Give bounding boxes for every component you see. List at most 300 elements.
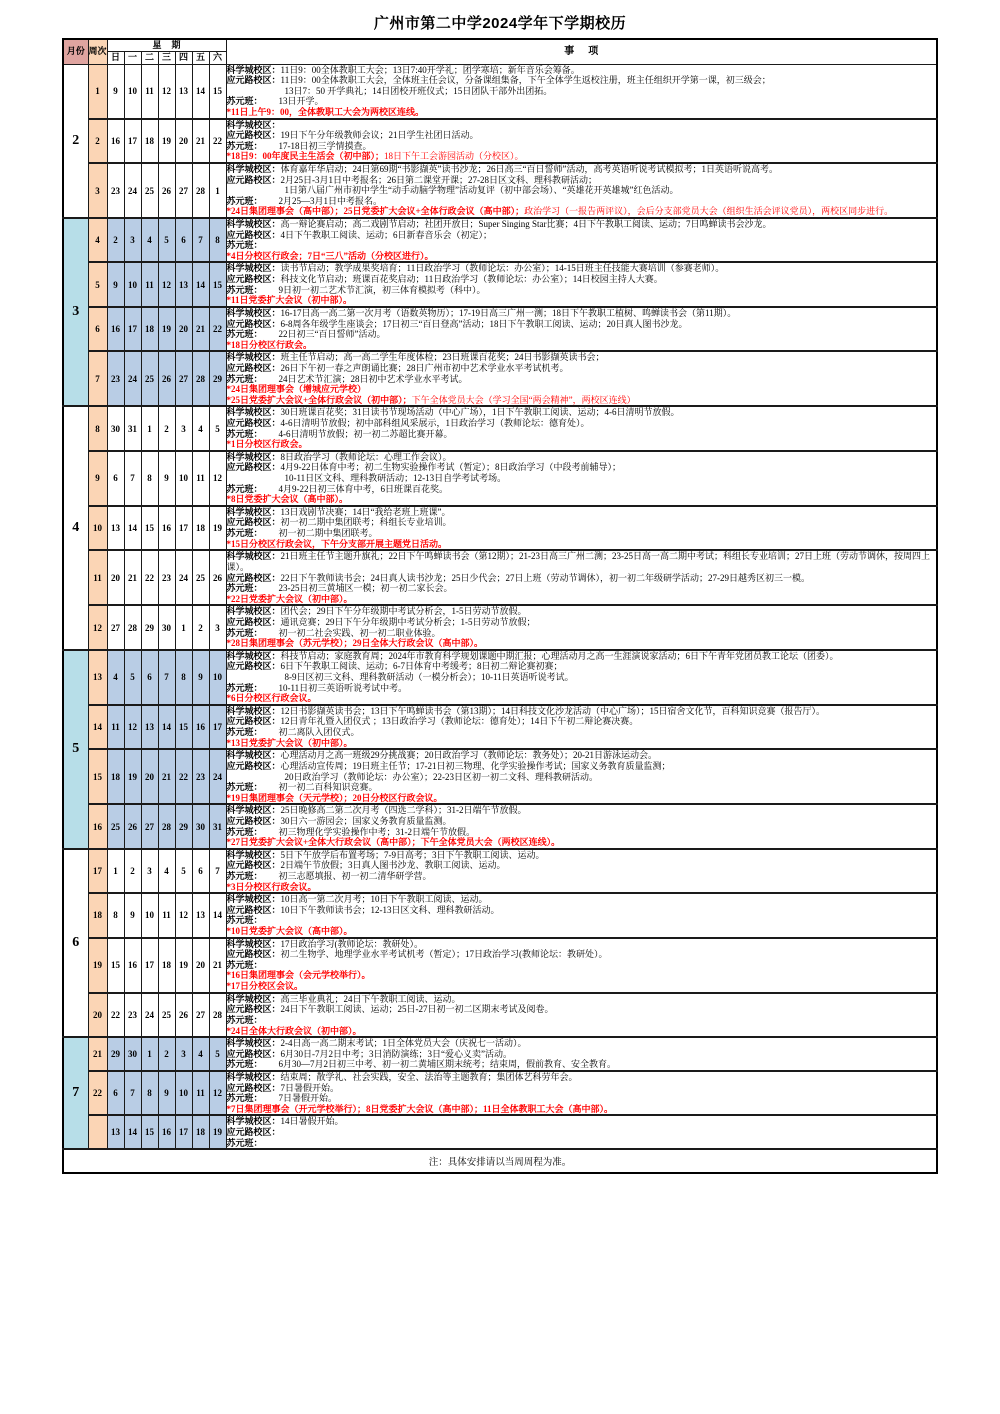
event-line-red <box>227 738 936 749</box>
date-cell: 1 <box>175 605 192 649</box>
week-row <box>63 605 937 649</box>
event-campus-label: 应元路校区： <box>226 949 281 960</box>
date-cell: 5 <box>124 650 141 705</box>
event-campus-label: 科学城校区： <box>226 451 281 462</box>
date-cell: 9 <box>158 1071 175 1115</box>
event-campus-label: 应元路校区： <box>226 418 281 428</box>
event-line <box>227 661 936 672</box>
week-number: 9 <box>88 451 107 506</box>
event-line <box>227 1004 936 1015</box>
date-cell: 17 <box>124 119 141 163</box>
date-cell: 11 <box>107 705 124 749</box>
date-cell: 28 <box>192 163 209 218</box>
weekday-header-5: 五 <box>192 52 209 64</box>
event-red-text: 政治学习（一报告两评议），会后分支部党员大会（组织生活会评议党员），两校区同步进行。 <box>524 206 894 217</box>
event-campus-label: 应元路校区： <box>226 274 281 285</box>
date-cell: 19 <box>209 506 226 550</box>
week-number: 21 <box>88 1037 107 1071</box>
event-text: 11日9：00全体教职工大会，全体班主任会议，分备课组集备，下午全体学生返校注册，班主任组织开学第一课，初三级会； <box>280 75 771 86</box>
event-text: 11日9：00全体教职工大会；13日7:40开学礼；团学寒培；新年音乐会筹备。 <box>280 64 580 75</box>
event-text: 24日下午教职工阅读、运动；25日-27日初一初二区期末考试及阅卷。 <box>280 1004 554 1015</box>
events-cell <box>226 650 937 705</box>
event-red-text: 下午全体党员大会（学习全国“两会精神”，两校区连线） <box>411 394 636 405</box>
event-campus-label: 苏元班： <box>226 240 263 251</box>
event-campus-label: 科学城校区： <box>226 650 281 661</box>
date-cell: 18 <box>192 1115 209 1149</box>
event-line-red <box>227 107 936 118</box>
date-cell: 7 <box>209 849 226 893</box>
week-row <box>63 163 937 218</box>
event-line <box>227 319 936 330</box>
event-red-bold: *3日分校区行政会议。 <box>226 881 317 892</box>
date-cell: 20 <box>192 938 209 993</box>
events-cell <box>226 993 937 1037</box>
event-line <box>227 517 936 528</box>
date-cell: 8 <box>107 893 124 937</box>
date-cell: 28 <box>192 351 209 406</box>
date-cell: 24 <box>124 351 141 406</box>
event-text: 13日开学。 <box>278 96 324 107</box>
event-line <box>227 164 936 175</box>
events-cell <box>226 1071 937 1115</box>
event-campus-label: 科学城校区： <box>226 849 281 860</box>
date-cell: 26 <box>124 804 141 848</box>
event-campus-label: 应元路校区： <box>226 229 281 240</box>
event-red-bold: *15日分校区行政会议，下午分支部开展主题党日活动。 <box>226 538 448 549</box>
event-line <box>227 850 936 861</box>
event-line <box>227 672 936 683</box>
events-cell <box>226 849 937 893</box>
week-number: 14 <box>88 705 107 749</box>
event-text: 心理活动宣传周；19日班主任节；17-21日初三物理、化学实验操作考试；国家义务教育质量监测； <box>280 760 671 771</box>
date-cell: 23 <box>124 993 141 1037</box>
events-cell <box>226 893 937 937</box>
date-cell: 12 <box>158 262 175 306</box>
week-row <box>63 262 937 306</box>
date-cell: 24 <box>209 749 226 804</box>
date-cell: 16 <box>107 307 124 351</box>
event-red-bold: *6日分校区行政会议。 <box>226 693 317 704</box>
event-red-bold: *11日上午9：00，全体教职工大会为两校区连线。 <box>226 106 425 117</box>
event-line <box>227 263 936 274</box>
event-line-red <box>227 439 936 450</box>
event-campus-label: 应元路校区： <box>226 517 281 528</box>
event-line <box>227 1093 936 1104</box>
event-line <box>227 750 936 761</box>
date-cell: 15 <box>107 938 124 993</box>
event-text: 21日班主任节主题升旗礼；22日下午鸣蝉读书会（第12期）；21-23日高三广州二测；23-25日高一高二期中考试；科组长专业培训；27日上班（劳动节调休，按周四上课）。 <box>226 551 931 572</box>
event-text: 22日初三“百日誓师”活动。 <box>278 329 386 340</box>
date-cell: 28 <box>209 993 226 1037</box>
month-cell: 3 <box>63 218 88 406</box>
event-red-bold: *27日党委扩大会议+全体大行政会议（高中部）；下午全体党员大会（两校区连线）。 <box>226 837 561 848</box>
event-text: 读书节启动；教学成果奖培育；11日政治学习（教师论坛：办公室）；14-15日班主任技能大赛培训（参赛老师）。 <box>280 263 725 274</box>
event-line <box>227 1127 936 1138</box>
event-campus-label: 应元路校区： <box>226 661 281 672</box>
events-cell <box>226 506 937 550</box>
event-text: 22日下午教师读书会；24日真人读书沙龙；25日少代会；27日上班（劳动节调休），初一初二年级研学活动；27-29日越秀区初三一模。 <box>280 572 811 583</box>
event-line <box>227 96 936 107</box>
month-cell: 5 <box>63 650 88 849</box>
event-text: 初三志愿填报、初一初二清华研学营。 <box>278 870 432 881</box>
event-line <box>227 329 936 340</box>
date-cell: 18 <box>141 119 158 163</box>
event-campus-label: 苏元班： <box>226 373 263 384</box>
date-cell: 22 <box>175 749 192 804</box>
event-campus-label: 苏元班： <box>226 1014 263 1025</box>
week-row <box>63 1071 937 1115</box>
date-cell: 27 <box>175 163 192 218</box>
event-line <box>227 230 936 241</box>
event-line <box>227 894 936 905</box>
event-line <box>227 805 936 816</box>
events-cell <box>226 406 937 450</box>
event-text: 19日下午分年级教师会议；21日学生社团日活动。 <box>280 130 479 141</box>
events-cell <box>226 749 937 804</box>
event-text: 2-4日高一高二期末考试；1日全体党员大会（庆祝七一活动）。 <box>280 1038 527 1049</box>
event-campus-label: 科学城校区： <box>226 938 281 949</box>
event-line <box>227 484 936 495</box>
event-line <box>227 628 936 639</box>
date-cell: 2 <box>107 218 124 262</box>
date-cell: 2 <box>158 1037 175 1071</box>
date-cell: 2 <box>124 849 141 893</box>
date-cell: 12 <box>175 893 192 937</box>
header-events-label: 事项 <box>226 39 937 64</box>
event-campus-label: 科学城校区： <box>226 263 281 274</box>
event-text: 2月25日-3月1日中考报名；26日第二课堂开课；27-28日区文科、理科教研活动； <box>280 174 598 185</box>
event-line <box>227 551 936 572</box>
event-campus-label: 应元路校区： <box>226 318 281 329</box>
date-cell: 17 <box>124 307 141 351</box>
date-cell: 10 <box>124 262 141 306</box>
event-line-red <box>227 295 936 306</box>
header-week-label: 周次 <box>88 39 107 64</box>
event-campus-label: 科学城校区： <box>226 606 281 617</box>
week-row <box>63 893 937 937</box>
event-campus-label: 科学城校区： <box>226 506 281 517</box>
event-line <box>227 651 936 662</box>
events-cell <box>226 938 937 993</box>
event-campus-label: 苏元班： <box>226 140 263 151</box>
events-cell <box>226 218 937 262</box>
date-cell: 11 <box>192 1071 209 1115</box>
event-text: 4-6日清明节放假；初中部科组风采展示，1日政治学习（教师论坛：德育处）。 <box>280 418 590 428</box>
week-row <box>63 650 937 705</box>
event-line <box>227 727 936 738</box>
event-text: 初二离队入团仪式。 <box>278 727 360 738</box>
event-campus-label: 科学城校区： <box>226 163 281 174</box>
event-line <box>227 905 936 916</box>
date-cell: 14 <box>192 64 209 119</box>
date-cell: 1 <box>209 163 226 218</box>
event-text: 10-11日区文科、理科教研活动；12-13日自学考试考场。 <box>284 473 507 484</box>
weekday-header-0: 日 <box>107 52 124 64</box>
week-number: 11 <box>88 550 107 605</box>
date-cell: 10 <box>209 650 226 705</box>
event-red-bold: *28日集团理事会（苏元学校）；29日全体大行政会议（高中部）。 <box>226 638 484 649</box>
event-red-text: 18日下午工会游园活动（分校区）。 <box>384 151 524 162</box>
date-cell: 19 <box>124 749 141 804</box>
event-red-bold: *4日分校区行政会；7日“三八”活动（分校区进行）。 <box>226 250 434 261</box>
event-campus-label: 应元路校区： <box>226 1127 281 1137</box>
event-line <box>227 949 936 960</box>
week-row <box>63 1115 937 1149</box>
header-month-label: 月份 <box>63 39 88 64</box>
event-campus-label: 科学城校区： <box>226 1071 281 1082</box>
event-red-bold: *18日分校区行政会。 <box>226 339 313 350</box>
week-number: 12 <box>88 605 107 649</box>
event-line <box>227 528 936 539</box>
event-text: 12日青年礼暨入团仪式 ；13日政治学习（教师论坛：德育处）；14日下午初二辩论赛决赛。 <box>280 716 639 727</box>
event-line <box>227 617 936 628</box>
event-line-red <box>227 340 936 351</box>
event-line <box>227 1038 936 1049</box>
event-line-red <box>227 494 936 505</box>
event-text: 24日艺术节汇演；28日初中艺术学业水平考试。 <box>278 373 468 384</box>
week-number: 10 <box>88 506 107 550</box>
event-line <box>227 573 936 584</box>
event-campus-label: 应元路校区： <box>226 616 281 627</box>
date-cell: 10 <box>141 893 158 937</box>
event-line <box>227 1116 936 1127</box>
week-row <box>63 351 937 406</box>
week-row <box>63 1037 937 1071</box>
event-campus-label: 科学城校区： <box>226 1038 281 1049</box>
date-cell: 27 <box>192 993 209 1037</box>
event-line <box>227 418 936 429</box>
date-cell: 8 <box>141 1071 158 1115</box>
event-line <box>227 473 936 484</box>
date-cell: 15 <box>141 1115 158 1149</box>
events-cell <box>226 351 937 406</box>
event-line <box>227 141 936 152</box>
week-number: 19 <box>88 938 107 993</box>
date-cell: 13 <box>107 506 124 550</box>
date-cell: 22 <box>209 119 226 163</box>
event-text: 心理活动月之高一班级29分挑战赛；20日政治学习（教师论坛：教务处）；20-21日游泳运动会。 <box>280 750 658 761</box>
event-line <box>227 462 936 473</box>
date-cell: 19 <box>158 307 175 351</box>
date-cell: 13 <box>175 262 192 306</box>
date-cell: 1 <box>107 849 124 893</box>
week-number: 2 <box>88 119 107 163</box>
events-cell <box>226 1037 937 1071</box>
date-cell: 18 <box>158 938 175 993</box>
event-line <box>227 706 936 717</box>
date-cell: 22 <box>141 550 158 605</box>
event-line <box>227 175 936 186</box>
date-cell: 13 <box>192 893 209 937</box>
event-line <box>227 915 936 926</box>
date-cell: 12 <box>124 705 141 749</box>
page-title: 广州市第二中学2024学年下学期校历 <box>373 15 627 32</box>
date-cell: 8 <box>141 451 158 506</box>
event-red-bold: *13日党委扩大会议（初中部）。 <box>226 737 353 748</box>
week-row <box>63 406 937 450</box>
event-line <box>227 285 936 296</box>
event-campus-label: 苏元班： <box>226 870 263 881</box>
event-text: 7日暑假开始。 <box>280 1082 340 1093</box>
event-line <box>227 1059 936 1070</box>
event-text: 4月9-22日体育中考；初二生物实验操作考试（暂定）；8日政治学习（中段考前辅导）； <box>280 462 622 473</box>
week-number: 16 <box>88 804 107 848</box>
date-cell: 13 <box>107 1115 124 1149</box>
week-number: 5 <box>88 262 107 306</box>
event-campus-label: 科学城校区： <box>226 352 281 363</box>
event-text: 科技文化节启动；班课百花奖启动；11日政治学习（教师论坛：办公室）；14日校园主持人大赛。 <box>280 274 663 285</box>
date-cell: 9 <box>124 893 141 937</box>
event-line <box>227 374 936 385</box>
event-line <box>227 352 936 363</box>
events-cell <box>226 163 937 218</box>
event-line <box>227 816 936 827</box>
date-cell: 5 <box>175 849 192 893</box>
date-cell: 4 <box>158 849 175 893</box>
event-text: 16-17日高一高二第一次月考（语数英物历）；17-19日高三广州一测；18日下午教职工植树、鸣蝉读书会（第11期）。 <box>280 307 737 318</box>
event-text: 10日下午教师读书会；12-13日区文科、理科教研活动。 <box>280 904 500 915</box>
date-cell: 2 <box>158 406 175 450</box>
event-red-bold: *17日分校区会议。 <box>226 981 304 992</box>
event-campus-label: 苏元班： <box>226 959 263 970</box>
event-line <box>227 308 936 319</box>
event-line <box>227 683 936 694</box>
event-text: 4月9-22日初三体育中考，6日班课百花奖。 <box>278 483 449 494</box>
month-cell: 2 <box>63 64 88 218</box>
event-campus-label: 科学城校区： <box>226 1116 281 1127</box>
event-text: 9日初一初二艺术节汇演，初三体育模拟考（科中）。 <box>278 284 486 295</box>
event-text: 初一初二期中集团联考。 <box>278 528 378 539</box>
month-cell: 7 <box>63 1037 88 1149</box>
date-cell: 14 <box>124 506 141 550</box>
date-cell: 25 <box>141 351 158 406</box>
event-line-red <box>227 251 936 262</box>
event-line <box>227 860 936 871</box>
event-text: 25日晚修高二第二次月考（四选二学科）；31-2日端午节放假。 <box>280 805 527 816</box>
date-cell: 31 <box>124 406 141 450</box>
date-cell: 25 <box>107 804 124 848</box>
footer-row <box>63 1149 937 1173</box>
date-cell: 6 <box>141 650 158 705</box>
date-cell: 30 <box>124 1037 141 1071</box>
event-campus-label: 科学城校区： <box>226 993 281 1004</box>
date-cell: 15 <box>209 64 226 119</box>
date-cell: 14 <box>209 893 226 937</box>
date-cell: 21 <box>192 119 209 163</box>
event-line-red <box>227 1026 936 1037</box>
event-campus-label: 科学城校区： <box>226 805 281 816</box>
date-cell: 11 <box>158 893 175 937</box>
event-campus-label: 应元路校区： <box>226 75 281 86</box>
event-campus-label: 苏元班： <box>226 727 263 738</box>
date-cell: 21 <box>158 749 175 804</box>
event-text: 14日暑假开始。 <box>280 1116 344 1127</box>
date-cell: 4 <box>141 218 158 262</box>
event-text: 20日政治学习（教师论坛：办公室）；22-23日区初一初二文科、理科教研活动。 <box>284 771 599 782</box>
weekday-header-6: 六 <box>209 52 226 64</box>
date-cell: 10 <box>175 1071 192 1115</box>
event-line <box>227 583 936 594</box>
events-cell <box>226 64 937 119</box>
week-row <box>63 705 937 749</box>
date-cell: 24 <box>124 163 141 218</box>
date-cell: 21 <box>192 307 209 351</box>
events-cell <box>226 262 937 306</box>
event-campus-label: 科学城校区： <box>226 307 281 318</box>
event-line <box>227 185 936 196</box>
date-cell: 20 <box>175 307 192 351</box>
event-red-bold: *19日集团理事会（天元学校）；20日分校区行政会议。 <box>226 792 443 803</box>
event-text: 初二生物学、地理学业水平考试机考（暂定）；17日政治学习(教师论坛：教研处）。 <box>280 949 608 960</box>
event-text: 17-18日初三学情摸查。 <box>278 140 372 151</box>
week-row <box>63 506 937 550</box>
week-number: 18 <box>88 893 107 937</box>
event-red-bold: *18日9：00年度民主生活会（初中部）； <box>226 151 385 162</box>
date-cell: 4 <box>192 406 209 450</box>
date-cell: 15 <box>141 506 158 550</box>
event-campus-label: 苏元班： <box>226 528 263 539</box>
week-number: 1 <box>88 64 107 119</box>
events-cell <box>226 804 937 848</box>
event-campus-label: 科学城校区： <box>226 119 281 130</box>
date-cell: 7 <box>124 1071 141 1115</box>
event-text: 6日下午教职工阅读、运动；6-7日体育中考缓考；8日初二辩论赛初赛； <box>280 661 563 672</box>
date-cell: 9 <box>107 64 124 119</box>
event-campus-label: 科学城校区： <box>226 219 281 230</box>
date-cell: 8 <box>175 650 192 705</box>
date-cell: 25 <box>192 550 209 605</box>
event-campus-label: 苏元班： <box>226 1093 263 1104</box>
week-number: 3 <box>88 163 107 218</box>
date-cell: 2 <box>192 605 209 649</box>
event-red-bold: *10日党委扩大会议（高中部）。 <box>226 926 353 937</box>
event-campus-label: 科学城校区： <box>226 64 281 75</box>
date-cell: 17 <box>209 705 226 749</box>
event-line <box>227 429 936 440</box>
week-number: 8 <box>88 406 107 450</box>
event-text: 13日7：50 开学典礼；14日团校开班仪式；15日团队干部外出团拓。 <box>284 85 553 96</box>
date-cell: 19 <box>209 1115 226 1149</box>
event-line-red <box>227 151 936 162</box>
week-number: 15 <box>88 749 107 804</box>
weekday-header-2: 二 <box>141 52 158 64</box>
week-number: 4 <box>88 218 107 262</box>
date-cell: 3 <box>141 849 158 893</box>
date-cell: 27 <box>175 351 192 406</box>
event-campus-label: 应元路校区： <box>226 860 281 871</box>
date-cell: 11 <box>192 451 209 506</box>
event-text: 5日下午放学后布置考场；7-9日高考；3日下午教职工阅读、运动。 <box>280 849 545 860</box>
events-cell <box>226 451 937 506</box>
event-text: 通讯竞赛；29日下午分年级期中考试分析会；1-5日劳动节放假； <box>280 616 536 627</box>
event-red-bold: *25日党委扩大会议+全体行政会议（初中部）； <box>226 394 412 405</box>
event-line <box>227 994 936 1005</box>
event-line <box>227 274 936 285</box>
date-cell: 7 <box>192 218 209 262</box>
date-cell: 29 <box>107 1037 124 1071</box>
event-line <box>227 772 936 783</box>
date-cell: 13 <box>175 64 192 119</box>
date-cell: 17 <box>141 938 158 993</box>
events-cell <box>226 605 937 649</box>
event-text: 23-25日初三黄埔区一模；初一初二家长会。 <box>278 583 453 594</box>
date-cell: 21 <box>124 550 141 605</box>
week-row <box>63 993 937 1037</box>
date-cell: 6 <box>175 218 192 262</box>
date-cell: 16 <box>158 1115 175 1149</box>
event-campus-label: 应元路校区： <box>226 815 281 826</box>
event-line <box>227 761 936 772</box>
